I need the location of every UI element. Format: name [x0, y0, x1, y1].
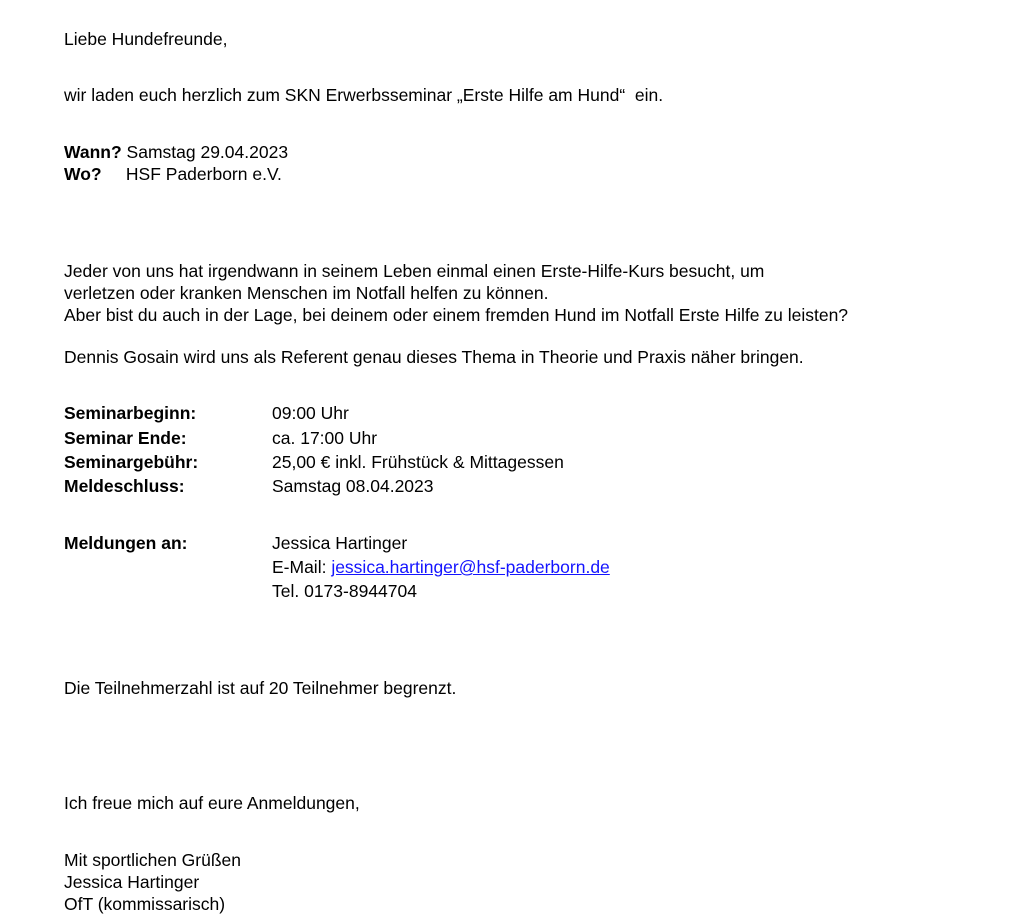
- closing-line-4: OfT (kommissarisch): [64, 894, 226, 915]
- detail-value-1: ca. 17:00 Uhr: [272, 427, 378, 448]
- contact-label-spacer: [64, 556, 272, 578]
- detail-value-2: 25,00 € inkl. Frühstück & Mittagessen: [272, 451, 564, 472]
- contact-phone: Tel. 0173-8944704: [272, 581, 417, 602]
- detail-label-2: Seminargebühr:: [64, 451, 199, 472]
- body-line-3: Aber bist du auch in der Lage, bei deinem oder einem fremden Hund im Notfall Erste Hilfe zu leisten?: [64, 305, 849, 326]
- detail-value-0: 09:00 Uhr: [272, 403, 349, 424]
- where-row: [64, 163, 984, 185]
- closing-line-3: Jessica Hartinger: [64, 872, 200, 893]
- when-row: [64, 141, 984, 163]
- detail-value-3: Samstag 08.04.2023: [272, 476, 434, 497]
- where-value-spacer: [102, 164, 126, 184]
- contact-block: [64, 532, 984, 603]
- email-link[interactable]: jessica.hartinger@hsf-paderborn.de: [331, 557, 610, 578]
- email-prefix: E-Mail:: [272, 557, 332, 578]
- detail-label-1: Seminar Ende:: [64, 427, 187, 448]
- body-line-4: Dennis Gosain wird uns als Referent genau dieses Thema in Theorie und Praxis näher bringen.: [64, 346, 804, 367]
- where-label: Wo?: [64, 164, 102, 185]
- contact-label: Meldungen an:: [64, 532, 188, 553]
- limit-note: Die Teilnehmerzahl ist auf 20 Teilnehmer begrenzt.: [64, 677, 457, 698]
- closing-line-2: Mit sportlichen Grüßen: [64, 849, 242, 870]
- when-value: Samstag 29.04.2023: [126, 141, 289, 162]
- contact-phone-spacer: [64, 580, 272, 602]
- document-body: [64, 28, 984, 916]
- detail-label-3: Meldeschluss:: [64, 476, 185, 497]
- where-value: HSF Paderborn e.V.: [125, 164, 282, 185]
- intro-text: wir laden euch herzlich zum SKN Erwerbsseminar „Erste Hilfe am Hund“ ein.: [64, 85, 664, 106]
- body-line-1: Jeder von uns hat irgendwann in seinem Leben einmal einen Erste-Hilfe-Kurs besucht, um: [64, 260, 765, 281]
- seminar-details: [64, 402, 984, 498]
- contact-email-row: [272, 556, 984, 578]
- closing-line-1: Ich freue mich auf eure Anmeldungen,: [64, 793, 360, 814]
- detail-label-0: Seminarbeginn:: [64, 403, 197, 424]
- greeting-text: Liebe Hundefreunde,: [64, 29, 228, 49]
- when-label: Wann?: [64, 141, 122, 162]
- contact-name: Jessica Hartinger: [272, 532, 408, 553]
- body-line-2: verletzen oder kranken Menschen im Notfall helfen zu können.: [64, 282, 549, 303]
